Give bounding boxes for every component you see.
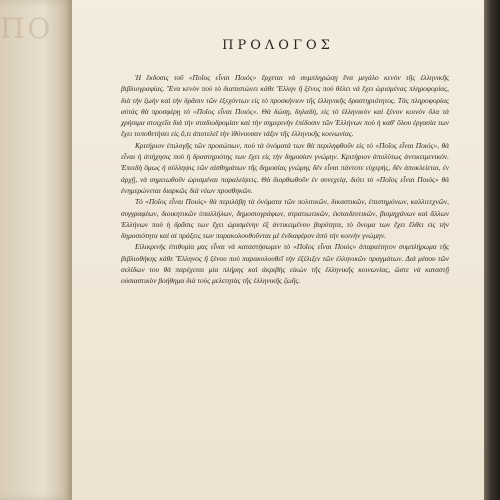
- preface-text: [121, 72, 449, 287]
- paragraph-2: Κριτήριον ἐπιλογῆς τῶν προσώπων, ποὺ τὰ ὀνόματά των θὰ περιληφθοῦν εἰς τὸ «Ποῖος εἶναι Ποιός», θὰ εἶναι ἡ ἀπήχησις ποὺ ἡ δραστηριότης των ἔχει εἰς τὴν δημοσίαν γνώμην. Κριτήριον ἀπολύτως ἀντικειμενικόν. Ἐπειδὴ ὅμως ἡ σύλληψις τῶν αἰσθημάτων τῆς δημοσίας γνώμης δὲν εἶναι πάντοτε εὐχερής, δὲν ἀποκλείεται, ἐν ἀρχῇ, νὰ σημειωθοῦν ὡρισμέναι παραλείψεις. Θὰ διορθωθοῦν ἐν συνεχείᾳ, διότι τὸ «Ποῖος εἶναι Ποιός» θὰ ἐνημερώνεται διαρκῶς διὰ νέων προσθηκῶν.: [121, 140, 449, 195]
- previous-page-edge: [0, 0, 72, 500]
- bleed-through-text: ΠΟ: [0, 12, 54, 45]
- page-title: ΠΡΟΛΟΓΟΣ: [222, 38, 334, 53]
- paragraph-1: Ἡ ἔκδοσις τοῦ «Ποῖος εἶναι Ποιός» ἔρχεται νὰ συμπληρώσῃ ἕνα μεγάλο κενὸν τῆς ἑλληνικῆς βιβλιογραφίας. Ἕνα κενὸν ποὺ τὸ διαπιστώνει κάθε Ἕλλην ἢ ξένος ποὺ θέλει νὰ ἔχει ὡρισμένας πληροφορίας, διὰ τὴν ζωὴν καὶ τὴν δρᾶσιν τῶν ἐξεχόντων εἰς τὸ προσκήνιον τῆς ἑλληνικῆς δραστηριότητος. Τὰς πληροφορίας αὐτὰς θὰ προσφέρῃ τὸ «Ποῖος εἶναι Ποιός». Θὰ δώσῃ, δηλαδή, εἰς τὸ ἑλληνικὸν καὶ ξένον κοινὸν ὅλα τὰ χρήσιμα στοιχεῖα διὰ τὴν σταδιοδρομίαν καὶ τὴν σημερινὴν ἐπίδοσιν τῶν Ἑλλήνων ποὺ ἡ καθ' ὅλου ἐργασία των ἔχει τοποθετήσει εἰς ὅ,τι ἀποτελεῖ τὴν ἰθύνουσαν τάξιν τῆς ἑλληνικῆς κοινωνίας.: [121, 73, 449, 139]
- paragraph-3: Τὸ «Ποῖος εἶναι Ποιός» θὰ περιλάβῃ τὰ ὀνόματα τῶν πολιτικῶν, δικαστικῶν, ἐπιστημόνων, καλλιτεχνῶν, συγγραφέων, διοικητικῶν ὑπαλλήλων, δημοσιογράφων, στρατιωτικῶν, ἐκπαιδευτικῶν, βιομηχάνων καὶ ἄλλων Ἑλλήνων ποὺ ἡ δρᾶσις των ἔχει ὡρισμένην ἐξ ἀντικειμένου βαρύτητα, τὸ ὄνομα των ἔχει ἔλθει εἰς τὴν δημοσιότητα καὶ αἱ πράξεις των παρακολουθοῦνται μὲ ἐνδιαφέρον ἀπὸ τὴν κοινὴν γνώμην.: [121, 197, 449, 241]
- book-spine: [484, 0, 500, 500]
- paragraph-4: Εἰλικρινὴς ἐπιθυμία μας εἶναι νὰ καταστήσωμεν τὸ «Ποῖος εἶναι Ποιός» ἀπαραίτητον συμπλήρωμα τῆς βιβλιοθήκης κάθε Ἕλληνος ἢ ξένου ποὺ παρακολουθεῖ τὴν ἐξέλιξιν τῶν ἑλληνικῶν πραγμάτων. Διὰ μέσου τῶν σελίδων του θὰ παρέχεται μία πλήρης καὶ ἀκριβὴς εἰκὼν τῆς ἑλληνικῆς κοινωνίας, ὥστε νὰ καταστῇ οὐσιαστικὸν βοήθημα διὰ τοὺς μελετητὰς τῆς ἑλληνικῆς ζωῆς.: [121, 242, 449, 286]
